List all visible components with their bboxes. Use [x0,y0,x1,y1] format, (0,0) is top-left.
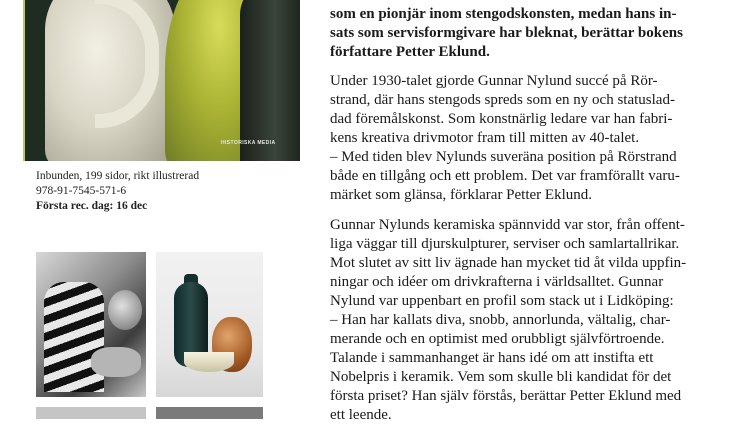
photo-artist-at-work [36,252,146,397]
book-isbn: 978-91-7545-571-6 [36,185,127,197]
review-date: Första rec. dag: 16 dec [36,200,148,212]
photo-bottom-right [156,407,263,419]
article-lead: som en pionjär inom stengodskonsten, medan hans in- sats som servisformgivare har bleknat, berättar bokens författare Petter Eklund. [330,6,683,60]
publisher-logo: HISTORISKA MEDIA [221,140,276,146]
book-cover-image [23,0,300,161]
article-paragraph-2: Gunnar Nylunds keramiska spännvidd var stor, från offent- liga väggar till djurskulpturer, serviser och samlartallrikar. Mot slutet av sitt liv ägnade han mycket tid åt vilda uppfin- ningar och idéer om drivkrafterna i världsalltet. Gunnar Nylund var uppenbart en profil som stack ut i Lidköping: – Han har kallats diva, snobb, annorlunda, vältalig, char- merande och en optimist med orubbligt självförtroende. Talande i sammanhanget är hans idé om att instifta ett Nobelpris i keramik. Vem som skulle bli kandidat för det första priset? Han själv förstås, berättar Petter Eklund med ett leende. [330,217,687,423]
photo-ceramics-still-life [156,252,263,397]
article-paragraph-1: Under 1930-talet gjorde Gunnar Nylund succé på Rör- strand, där hans stengods spreds som en ny och statuslad- dad föremålskonst. Som konstnärlig ledare var han fabri- kens kreativa drivmotor fram till mitten av 40-talet. – Med tiden blev Nylunds suveräna position på Rörstrand både en tillgång och ett problem. Det var framförallt varu- märket som glänsa, förklarar Petter Eklund. [330,73,680,203]
book-meta [36,169,199,214]
book-binding: Inbunden, 199 sidor, rikt illustrerad [36,170,200,182]
cover-vase-dark [240,0,300,161]
photo-bottom-left [36,407,146,419]
